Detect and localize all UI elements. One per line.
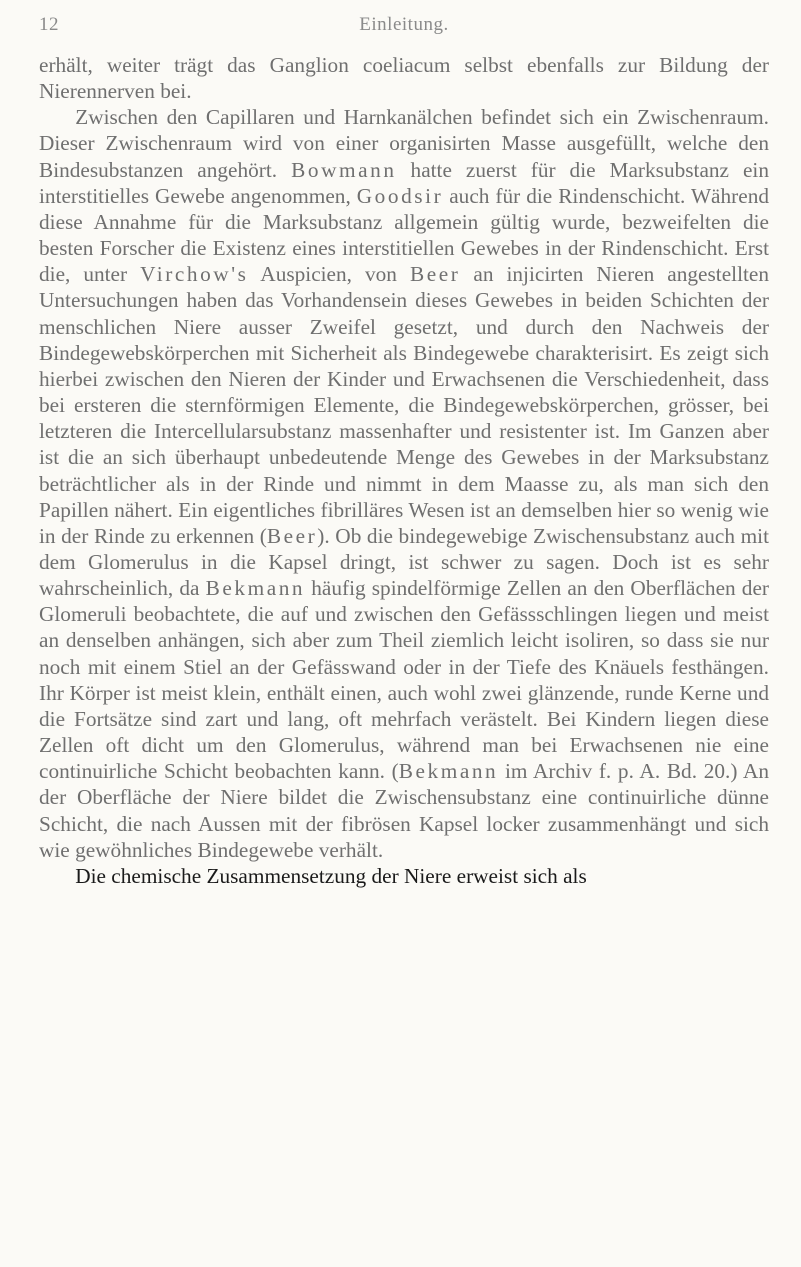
paragraph xyxy=(39,52,769,104)
author-name: Virchow's xyxy=(140,262,249,287)
author-name: Beer xyxy=(409,262,461,287)
text-run: erhält, weiter trägt das Ganglion coeliacum selbst ebenfalls zur Bildung der Nierennerven bei. xyxy=(39,53,769,104)
text-run: hatte zuerst für die Marksubstanz ein interstitielles Gewebe angenommen, xyxy=(39,157,770,208)
running-head xyxy=(39,10,769,40)
text-run: auch für die Rindenschicht. Während diese Annahme für die Marksubstanz allgemein gültig wurde, bezweifelten die besten Forscher die Existenz eines interstitiellen Gewebes in der Rindenschicht. Erst die, unter xyxy=(39,183,769,287)
paragraph xyxy=(39,863,769,889)
body-text xyxy=(39,52,769,889)
text-run: Auspicien, von xyxy=(248,262,410,287)
paragraph xyxy=(39,104,769,863)
text-run: Zwischen den Capillaren und Harnkanälchen befindet sich ein Zwischenraum. Dieser Zwischenraum wird von einer organisirten Masse ausgefüllt, welche den Bindesubstanzen angehört. xyxy=(39,105,769,182)
page-number: 12 xyxy=(39,14,59,35)
text-run: im Archiv f. p. A. Bd. 20.) An der Oberfläche der Niere bildet die Zwischensubstanz eine continuirliche dünne Schicht, die nach Aussen mit der fibrösen Kapsel locker zusammenhängt und sich wie gewöhnliches Bindegewebe verhält. xyxy=(39,759,769,862)
author-name: Beer xyxy=(266,523,318,548)
author-name: Bekmann xyxy=(205,576,306,601)
text-run: an injicirten Nieren angestellten Untersuchungen haben das Vorhandensein dieses Gewebes in beiden Schichten der menschlichen Niere ausser Zweifel gesetzt, und durch den Nachweis der Bindegewebskörperchen mit Sicherheit als Bindegewebe charakterisirt. Es zeigt sich hierbei zwischen den Nieren der Kinder und Erwachsenen die Verschiedenheit, dass bei ersteren die sternförmigen Elemente, die Bindegewebskörperchen, grösser, bei letzteren die Intercellularsubstanz massenhafter und resistenter ist. Im Ganzen aber ist die an sich überhaupt unbedeutende Menge des Gewebes in der Marksubstanz beträchtlicher als in der Rinde und nimmt in dem Maasse zu, als man sich den Papillen nähert. Ein eigentliches fibrilläres Wesen ist an demselben hier so wenig wie in der Rinde zu erkennen ( xyxy=(39,262,770,548)
author-name: Goodsir xyxy=(356,183,444,208)
author-name: Bekmann xyxy=(398,759,499,784)
running-title: Einleitung. xyxy=(359,14,449,35)
text-run: Die chemische Zusammensetzung der Niere erweist sich als xyxy=(75,863,587,888)
text-run: häufig spindelförmige Zellen an den Oberflächen der Glomeruli beobachtete, die auf und zwischen den Gefässschlingen liegen und meist an denselben anhängen, sich aber zum Theil ziemlich leicht isoliren, so dass sie nur noch mit einem Stiel an der Gefässwand oder in der Tiefe des Knäuels festhängen. Ihr Körper ist meist klein, enthält einen, auch wohl zwei glänzende, runde Kerne und die Fortsätze sind zart und lang, oft mehrfach verästelt. Bei Kindern liegen diese Zellen oft dicht um den Glomerulus, während man bei Erwachsenen nie eine continuirliche Schicht beobachten kann. ( xyxy=(39,576,769,784)
author-name: Bowmann xyxy=(291,157,397,182)
text-run: ). Ob die bindegewebige Zwischensubstanz auch mit dem Glomerulus in die Kapsel dringt, ist schwer zu sagen. Doch ist es sehr wahrscheinlich, da xyxy=(39,523,769,601)
